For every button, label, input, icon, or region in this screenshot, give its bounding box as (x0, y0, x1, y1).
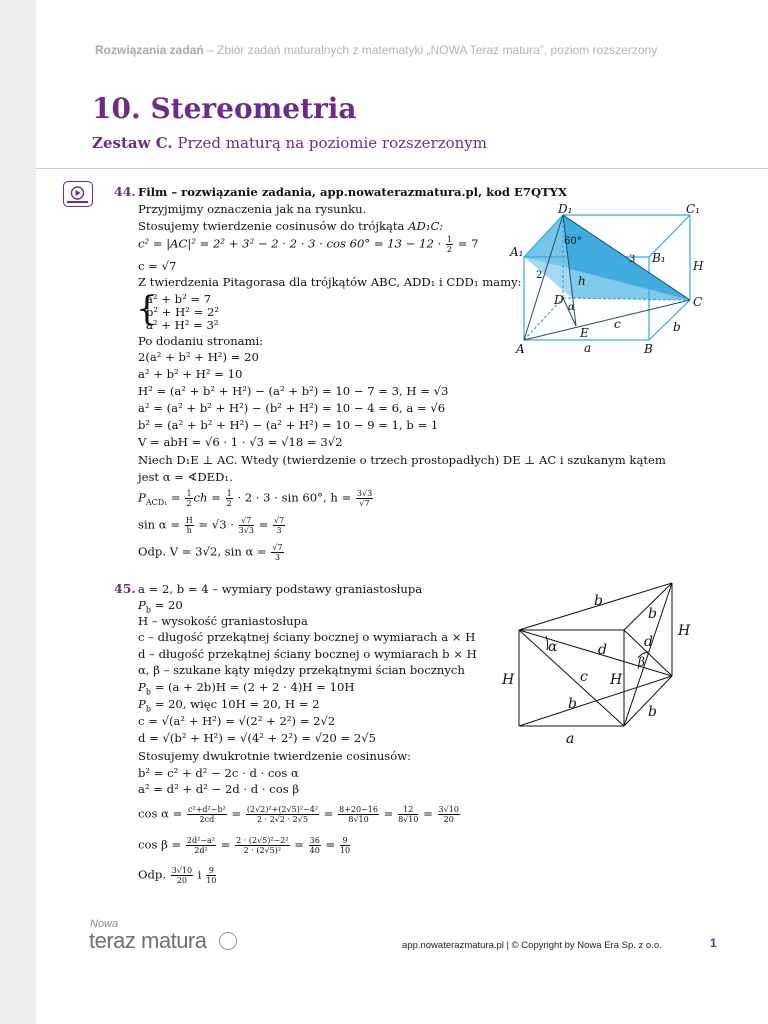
svg-text:3: 3 (629, 254, 636, 265)
svg-text:C₁: C₁ (686, 202, 700, 216)
logo-teraz-matura: teraz matura (89, 928, 207, 953)
t45-line12: b² = c² + d² − 2c · d · cos α (138, 766, 299, 780)
svg-text:H: H (502, 672, 515, 688)
logo-nowa: Nowa (90, 918, 119, 930)
t44-line16: sin α = $\frac{H}{h}$ = √3 · $\frac{√7}{3√3}$ = $\frac{√7}{3}$ (138, 516, 285, 535)
svg-text:60°: 60° (564, 236, 582, 247)
t44-line3-end: = 7 (454, 236, 479, 251)
t44-line3-text: c² = |AC|² = 2² + 3² − 2 · 2 · 3 · cos 60° = 13 − 12 · (138, 236, 445, 251)
t45-line5: d – długość przekątnej ściany bocznej o wymiarach b × H (138, 647, 477, 661)
svg-text:a: a (584, 341, 592, 355)
t44-sys3: a² + H² = 3² (146, 318, 219, 332)
task44-title[interactable]: Film – rozwiązanie zadania, app.nowaterazmatura.pl, kod E7QTYX (138, 185, 567, 199)
t44-line5: Z twierdzenia Pitagorasa dla trójkątów ABC, ADD₁ i CDD₁ mamy: (138, 275, 522, 289)
t44-line10: a² = (a² + b² + H²) − (b² + H²) = 10 − 4 = 6, a = √6 (138, 401, 446, 415)
t44-line1: Przyjmijmy oznaczenia jak na rysunku. (138, 202, 367, 216)
t44-line7: 2(a² + b² + H²) = 20 (138, 350, 259, 364)
header-rest: – Zbiór zadań maturalnych z matematyki „NOWA Teraz matura”, poziom rozszerzony (203, 43, 658, 57)
svg-text:β: β (638, 655, 645, 669)
t44-line2-text: Stosujemy twierdzenie cosinusów do trójkąta (138, 219, 409, 233)
t45-line14: cos α = $\frac{\text{c²+d²−b²}}{2cd}$ = $\frac{\text{(2√2)²+(2√5)²−4²}}{2 \cdot 2√2 \cdot 2√5}$ = $\frac{8+20-16}{8√10}$ = $\frac{12}{8√10}$ = $\frac{3√10}{20}$ (138, 805, 459, 824)
svg-text:b: b (673, 320, 681, 334)
t44-sys2: b² + H² = 2² (146, 305, 220, 319)
t45-line3: H – wysokość graniastosłupa (138, 614, 308, 628)
svg-text:h: h (578, 274, 586, 288)
t45-line15: cos β = $\frac{\text{2d²−a²}}{\text{2d²}}$ = $\frac{\text{2 · (2√5)²−2²}}{\text{2 · (2√5)²}}$ = $\frac{36}{40}$ = $\frac{9}{10}$ (138, 836, 351, 855)
cuboid-figure (508, 200, 708, 360)
t45-line1: a = 2, b = 4 – wymiary podstawy graniastosłupa (138, 582, 423, 596)
t44-line6: Po dodaniu stronami: (138, 334, 264, 348)
frac-half: $\frac{1}{2}$ (446, 235, 453, 254)
svg-text:H: H (693, 259, 704, 273)
t44-answer: Odp. V = 3√2, sin α = $\frac{√7}{3}$ (138, 543, 283, 562)
t44-line15: $P_{ACD_1}$ = $\frac{1}{2}$ ch = $\frac{1}{2}$ · 2 · 3 · sin 60°, h = $\frac{3√3}{√7}$ (138, 489, 373, 508)
header-bold: Rozwiązania zadań (95, 43, 204, 57)
svg-text:D: D (554, 293, 564, 307)
svg-text:B: B (644, 342, 653, 356)
t45-line13: a² = d² + d² − 2d · d · cos β (138, 782, 300, 796)
svg-text:B₁: B₁ (652, 251, 666, 265)
t45-line4: c – długość przekątnej ściany bocznej o wymiarach a × H (138, 630, 476, 644)
svg-text:c: c (614, 317, 621, 331)
t44-line4: c = √7 (138, 259, 177, 273)
t45-line8: $P_b = 20$, więc 10H = 20, H = 2 (138, 697, 320, 714)
subtitle-bold: Zestaw C. (92, 134, 173, 152)
t44-line12: V = abH = √6 · 1 · √3 = √18 = 3√2 (138, 435, 343, 449)
t45-line10: d = √(b² + H²) = √(4² + 2²) = √20 = 2√5 (138, 731, 376, 745)
t44-triangle: AD₁C: (408, 219, 444, 233)
footer-copyright[interactable]: app.nowaterazmatura.pl | © Copyright by Nowa Era Sp. z o.o. (402, 940, 662, 951)
subtitle (92, 134, 487, 152)
svg-text:d: d (644, 634, 653, 650)
t45-answer: Odp. $\frac{3√10}{20}$ i $\frac{9}{10}$ (138, 866, 217, 885)
prism-figure (498, 578, 708, 748)
t44-line11: b² = (a² + b² + H²) − (a² + H²) = 10 − 9 = 1, b = 1 (138, 418, 439, 432)
svg-text:A₁: A₁ (510, 245, 524, 259)
svg-text:D₁: D₁ (558, 202, 573, 216)
t45-line9: c = √(a² + H²) = √(2² + 2²) = 2√2 (138, 714, 336, 728)
svg-text:d: d (598, 642, 607, 658)
bulb-icon (219, 932, 237, 950)
svg-text:H: H (610, 672, 623, 688)
svg-text:b: b (648, 704, 657, 720)
chapter-title: 10. Stereometria (92, 92, 357, 125)
svg-text:b: b (594, 593, 603, 609)
t44-sys1: a² + b² = 7 (146, 292, 212, 306)
t44-line2 (138, 219, 443, 233)
running-header (95, 43, 657, 57)
subtitle-rest: Przed maturą na poziomie rozszerzonym (172, 134, 487, 152)
svg-text:2: 2 (536, 270, 543, 281)
t44-line13: Niech D₁E ⊥ AC. Wtedy (twierdzenie o trzech prostopadłych) DE ⊥ AC i szukanym kątem (138, 453, 666, 467)
t44-line9: H² = (a² + b² + H²) − (a² + b²) = 10 − 7 = 3, H = √3 (138, 384, 449, 398)
play-icon (64, 182, 91, 205)
svg-text:C: C (693, 295, 703, 309)
task44-number: 44. (114, 184, 136, 199)
svg-text:H: H (678, 623, 691, 639)
svg-text:c: c (580, 669, 588, 685)
svg-text:E: E (580, 326, 589, 340)
system-brace: { (136, 289, 158, 329)
t44-line8: a² + b² + H² = 10 (138, 367, 243, 381)
task45-number: 45. (114, 581, 136, 596)
svg-text:α: α (568, 302, 575, 313)
page-number: 1 (710, 936, 717, 950)
svg-text:a: a (566, 731, 575, 747)
svg-text:A: A (516, 342, 525, 356)
t45-line6: α, β – szukane kąty między przekątnymi ścian bocznych (138, 663, 465, 677)
svg-text:b: b (648, 606, 657, 622)
header-rule (36, 168, 768, 169)
t44-line14: jest α = ∢DED₁. (138, 470, 233, 484)
svg-text:b: b (568, 696, 577, 712)
t44-line3 (138, 235, 478, 254)
t45-line11: Stosujemy dwukrotnie twierdzenie cosinusów: (138, 749, 412, 763)
svg-text:α: α (548, 639, 558, 655)
t45-line7: $P_b = (a + 2b)H = (2 + 2 \cdot 4)H = 10H$ (138, 680, 355, 697)
t45-line2: $P_b = 20$ (138, 598, 183, 615)
film-icon[interactable] (63, 181, 93, 207)
